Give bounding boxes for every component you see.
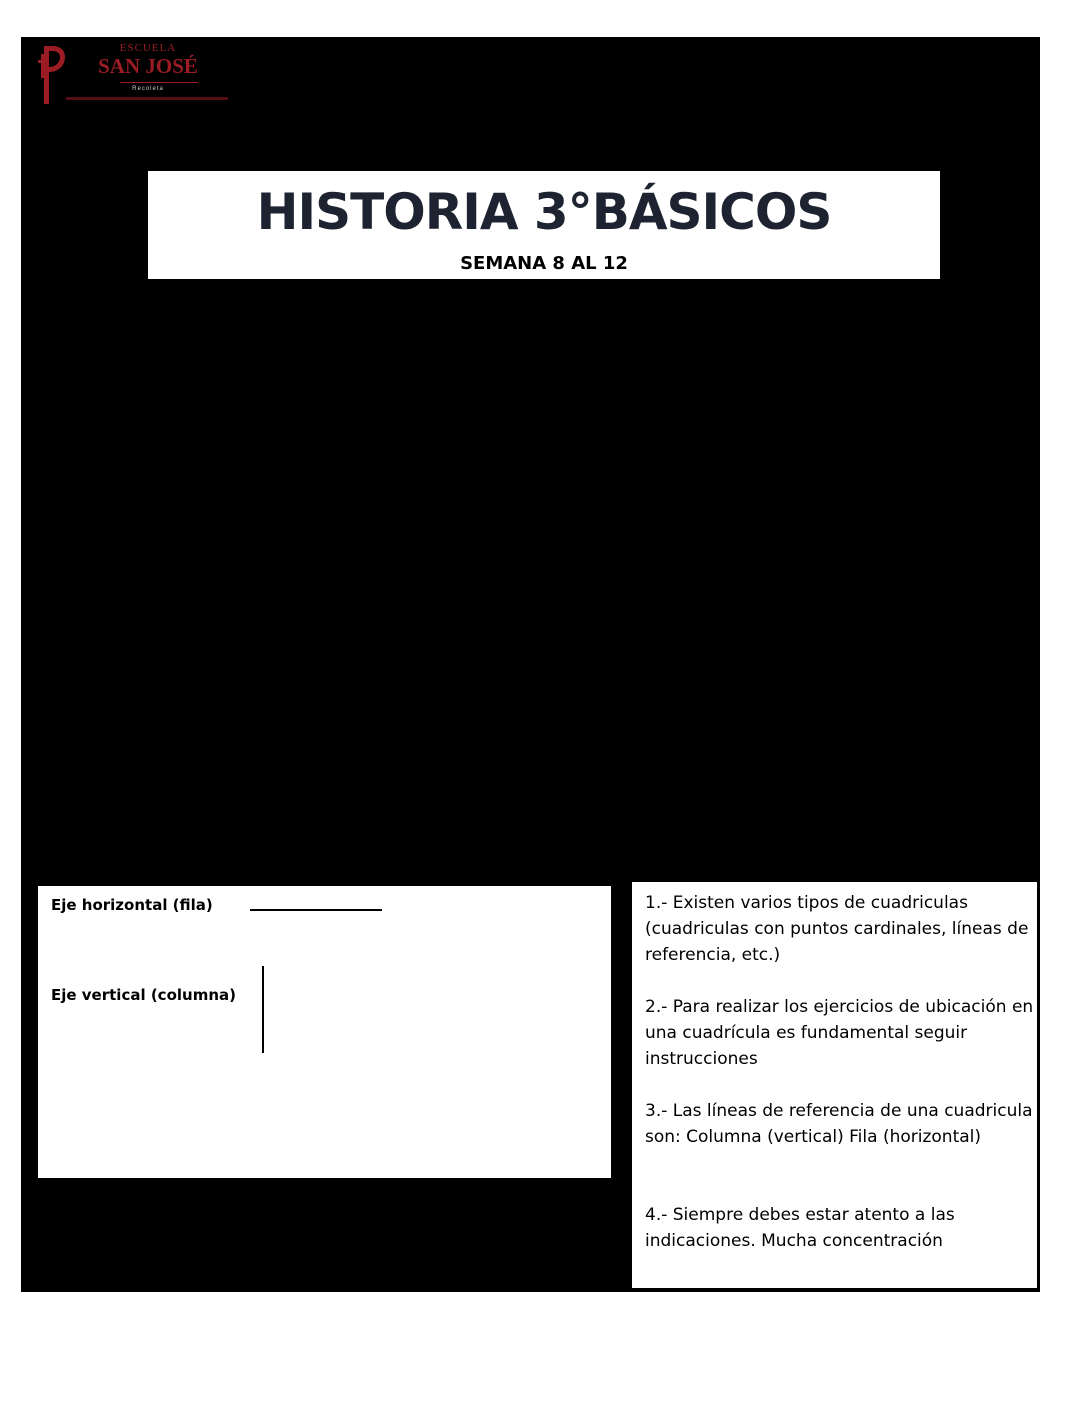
logo-escuela-text: ESCUELA bbox=[119, 42, 177, 54]
axes-reference-box bbox=[38, 886, 611, 1178]
logo-school-name: SAN JOSÉ bbox=[98, 54, 198, 78]
instruction-item: 1.- Existen varios tipos de cuadriculas (cuadriculas con puntos cardinales, líneas de referencia, etc.) bbox=[645, 893, 1029, 965]
page-title: HISTORIA 3°BÁSICOS bbox=[256, 183, 832, 241]
instruction-item: 4.- Siempre debes estar atento a las indicaciones. Mucha concentración bbox=[645, 1205, 955, 1251]
horizontal-axis-line bbox=[250, 909, 382, 911]
vertical-axis-label: Eje vertical (columna) bbox=[51, 986, 236, 1004]
logo-divider bbox=[120, 82, 198, 83]
vertical-axis-line bbox=[262, 966, 264, 1053]
school-logo bbox=[36, 42, 226, 106]
instruction-item: 3.- Las líneas de referencia de una cuadricula son: Columna (vertical) Fila (horizontal) bbox=[645, 1101, 1033, 1147]
school-crest-icon bbox=[36, 42, 68, 106]
logo-location-text: Recoleta bbox=[132, 86, 164, 92]
title-banner bbox=[148, 171, 940, 279]
logo-tagline-mark bbox=[66, 97, 228, 100]
instruction-item: 2.- Para realizar los ejercicios de ubicación en una cuadrícula es fundamental seguir instrucciones bbox=[645, 997, 1034, 1069]
horizontal-axis-label: Eje horizontal (fila) bbox=[51, 896, 213, 914]
instructions-box bbox=[631, 881, 1038, 1289]
page-subtitle: SEMANA 8 AL 12 bbox=[460, 253, 628, 274]
